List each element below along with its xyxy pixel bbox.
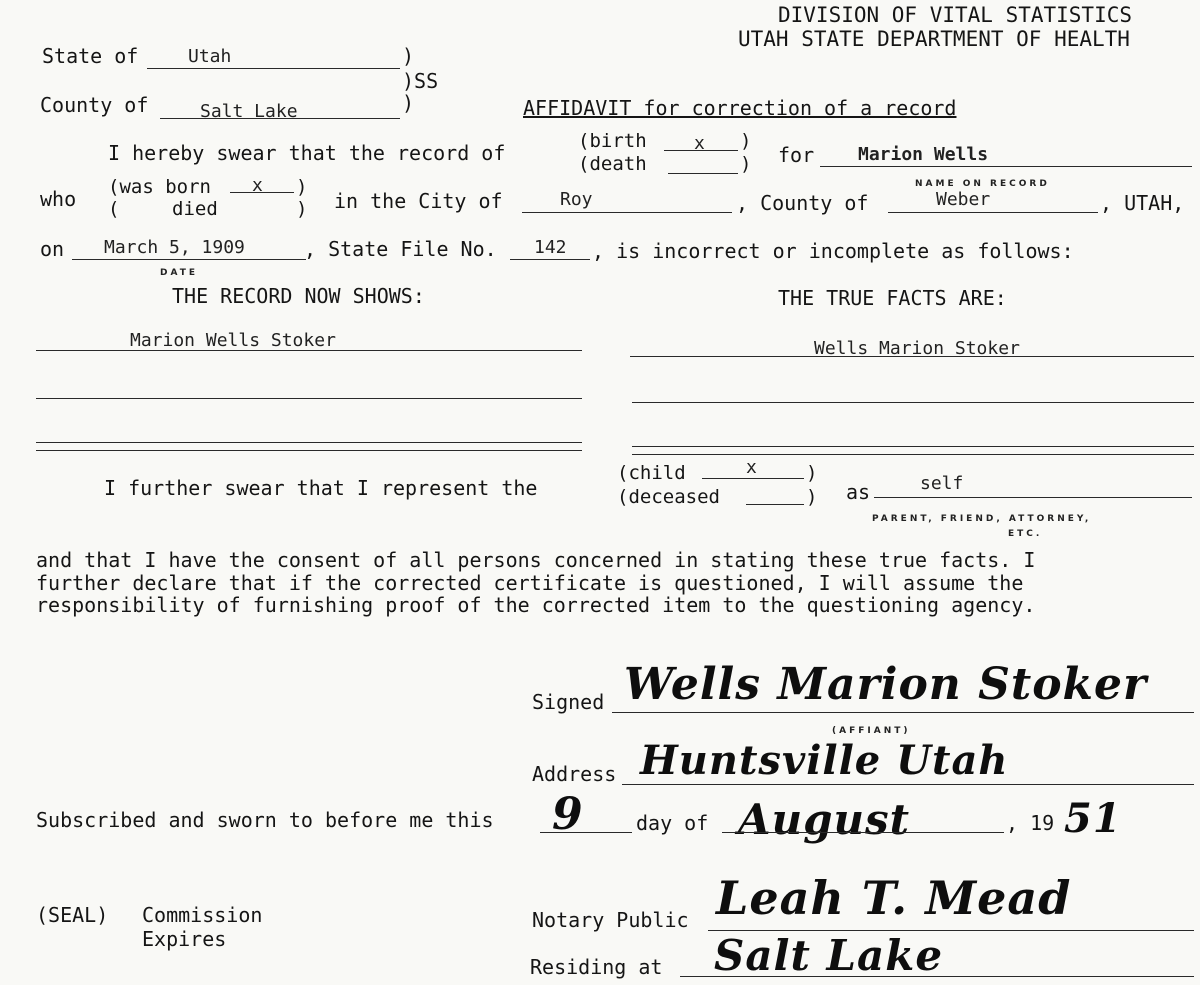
sworn-text: Subscribed and sworn to before me this xyxy=(36,808,494,832)
death-label: (death xyxy=(578,153,647,175)
on-tail: , is incorrect or incomplete as follows: xyxy=(592,239,1074,263)
birth-line xyxy=(664,150,738,151)
true-facts-line-1 xyxy=(630,356,1194,357)
record-name-value: Marion Wells xyxy=(858,144,989,165)
record-now-line-3a xyxy=(36,442,582,443)
signed-line xyxy=(612,712,1194,713)
notary-public-label: Notary Public xyxy=(532,908,689,932)
was-born-close: ) xyxy=(296,176,308,198)
record-name-line xyxy=(820,166,1192,167)
record-now-line-1 xyxy=(36,350,582,351)
county-line xyxy=(160,118,400,119)
date-value: March 5, 1909 xyxy=(104,237,245,258)
as-line xyxy=(874,497,1192,498)
child-line xyxy=(702,478,804,479)
county2-line xyxy=(888,212,1098,213)
paragraph-line-2: further declare that if the corrected certificate is questioned, I will assume the xyxy=(36,571,1024,595)
death-close: ) xyxy=(740,153,752,175)
died-open: ( xyxy=(108,198,120,220)
swear-intro: I hereby swear that the record of xyxy=(108,141,506,165)
file-line xyxy=(510,259,590,260)
paragraph-line-1: and that I have the consent of all persons concerned in stating these true facts. I xyxy=(36,548,1036,572)
seal-label: (SEAL) xyxy=(36,903,109,927)
was-born-label: (was born xyxy=(108,176,211,198)
true-facts-line-2 xyxy=(632,402,1194,403)
affidavit-title: AFFIDAVIT for correction of a record xyxy=(523,96,957,120)
on-label: on xyxy=(40,237,65,261)
date-caption: DATE xyxy=(160,268,199,278)
record-name-caption: NAME ON RECORD xyxy=(915,179,1050,189)
birth-mark: x xyxy=(694,133,705,154)
residing-value: Salt Lake xyxy=(714,931,944,980)
sworn-day-line xyxy=(540,832,632,833)
was-born-line xyxy=(230,192,294,193)
notary-signature: Leah T. Mead xyxy=(716,871,1072,925)
header-division: DIVISION OF VITAL STATISTICS xyxy=(778,3,1133,27)
affiant-caption: (AFFIANT) xyxy=(832,726,911,736)
county-paren: ) xyxy=(402,91,415,115)
died-label: died xyxy=(172,198,218,220)
file-label: , State File No. xyxy=(304,237,497,261)
address-label: Address xyxy=(532,762,617,786)
true-facts-line-3b xyxy=(632,454,1194,455)
as-value: self xyxy=(920,473,964,494)
county-label: County of xyxy=(40,93,149,117)
relation-caption: PARENT, FRIEND, ATTORNEY, xyxy=(872,514,1092,524)
sworn-month-line xyxy=(722,832,1004,833)
utah-suffix: , UTAH, xyxy=(1100,191,1185,215)
sworn-day-value: 9 xyxy=(552,789,584,840)
birth-close: ) xyxy=(740,130,752,152)
record-now-heading: THE RECORD NOW SHOWS: xyxy=(172,284,425,308)
as-label: as xyxy=(846,480,871,504)
address-value: Huntsville Utah xyxy=(640,737,1009,784)
record-now-line-3b xyxy=(36,450,582,451)
file-value: 142 xyxy=(534,237,567,258)
relation-caption-etc: ETC. xyxy=(1008,529,1043,539)
was-born-mark: x xyxy=(252,175,263,196)
signed-label: Signed xyxy=(532,690,605,714)
affiant-signature: Wells Marion Stoker xyxy=(624,659,1148,710)
state-paren: ) xyxy=(402,44,415,68)
birth-label: (birth xyxy=(578,130,647,152)
commission-label: Commission xyxy=(142,903,263,927)
deceased-line xyxy=(746,504,804,505)
record-now-line-2 xyxy=(36,398,582,399)
represent-intro: I further swear that I represent the xyxy=(104,476,538,500)
death-line xyxy=(668,173,738,174)
date-line xyxy=(72,259,306,260)
ss-label: )SS xyxy=(402,69,439,93)
deceased-label: (deceased xyxy=(617,486,720,508)
sworn-year-value: 51 xyxy=(1064,795,1122,842)
city-line xyxy=(522,212,732,213)
county2-value: Weber xyxy=(936,189,991,210)
expires-label: Expires xyxy=(142,927,227,951)
header-department: UTAH STATE DEPARTMENT OF HEALTH xyxy=(738,27,1130,51)
city-label: in the City of xyxy=(334,189,503,213)
day-of-label: day of xyxy=(636,811,709,835)
county-value: Salt Lake xyxy=(200,101,298,122)
true-facts-value: Wells Marion Stoker xyxy=(814,338,1020,359)
state-line xyxy=(147,68,400,69)
residing-label: Residing at xyxy=(530,955,663,979)
state-label: State of xyxy=(42,44,139,68)
who-label: who xyxy=(40,187,77,211)
paragraph-line-3: responsibility of furnishing proof of the corrected item to the questioning agency. xyxy=(36,593,1036,617)
county2-label: , County of xyxy=(736,191,869,215)
sworn-month-value: August xyxy=(738,795,911,844)
residing-line xyxy=(680,976,1194,977)
child-close: ) xyxy=(806,462,818,484)
state-value: Utah xyxy=(188,46,232,67)
city-value: Roy xyxy=(560,189,593,210)
year-prefix: , 19 xyxy=(1006,811,1055,835)
record-now-value: Marion Wells Stoker xyxy=(130,330,336,351)
child-label: (child xyxy=(617,462,686,484)
true-facts-line-3a xyxy=(632,446,1194,447)
died-close: ) xyxy=(296,198,308,220)
deceased-close: ) xyxy=(806,486,818,508)
child-mark: x xyxy=(746,457,757,478)
true-facts-heading: THE TRUE FACTS ARE: xyxy=(778,286,1007,310)
for-label: for xyxy=(778,143,815,167)
address-line xyxy=(622,784,1194,785)
